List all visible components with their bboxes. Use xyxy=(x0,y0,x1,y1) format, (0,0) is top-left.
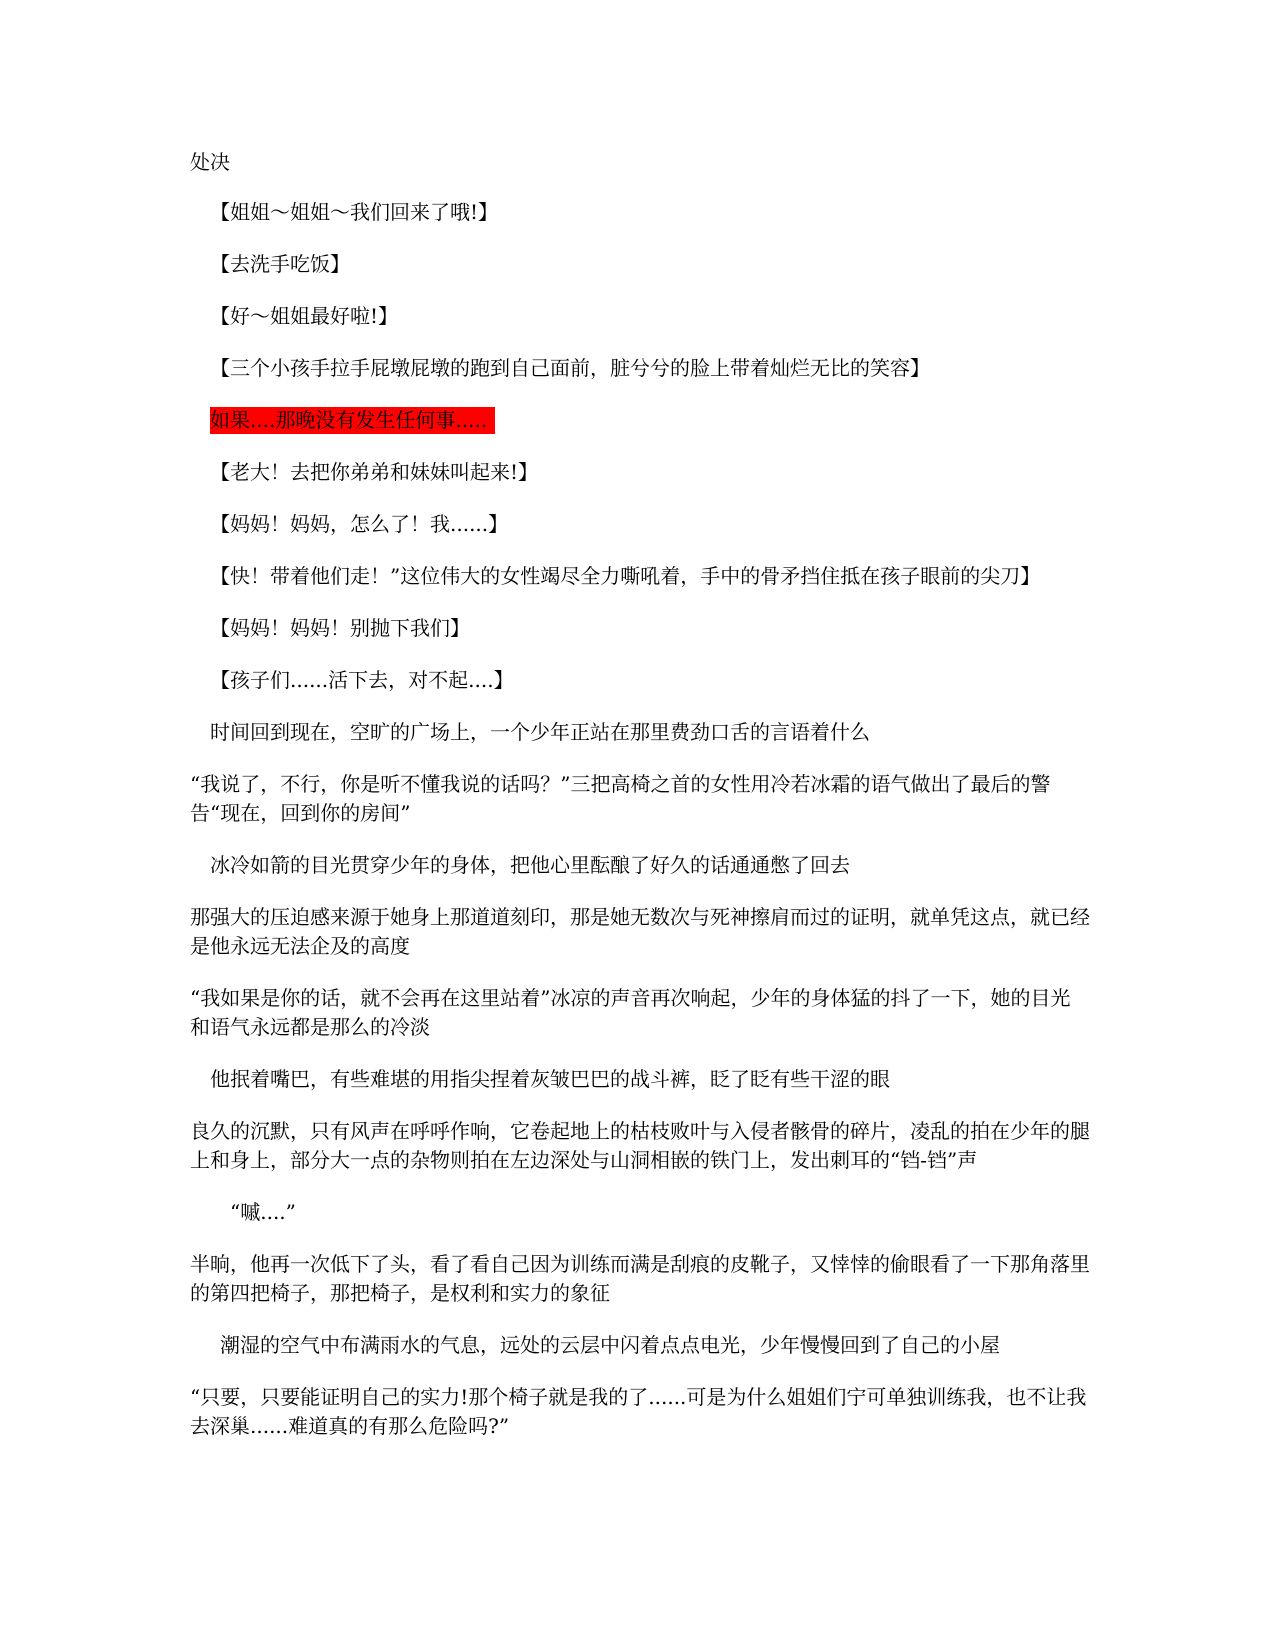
paragraph: 他抿着嘴巴，有些难堪的用指尖捏着灰皱巴巴的战斗裤，眨了眨有些干涩的眼 xyxy=(210,1067,890,1091)
paragraph: “我说了，不行，你是听不懂我说的话吗？”三把高椅之首的女性用冷若冰霜的语气做出了最后的警告“现在，回到你的房间” xyxy=(190,772,1051,825)
paragraph: 【去洗手吃饭】 xyxy=(210,252,350,276)
paragraph: 【好～姐姐最好啦!】 xyxy=(210,304,399,328)
document-title: 处决 xyxy=(190,150,230,174)
paragraph: 良久的沉默，只有风声在呼呼作响，它卷起地上的枯枝败叶与入侵者骸骨的碎片，凌乱的拍在少年的腿上和身上，部分大一点的杂物则拍在左边深处与山洞相嵌的铁门上，发出刺耳的“铛-铛”声 xyxy=(190,1119,1090,1172)
paragraph: 半晌，他再一次低下了头，看了看自己因为训练而满是刮痕的皮靴子，又悻悻的偷眼看了一下那角落里的第四把椅子，那把椅子，是权利和实力的象征 xyxy=(190,1252,1090,1305)
paragraph: 【姐姐～姐姐～我们回来了哦!】 xyxy=(210,200,499,224)
document-body xyxy=(190,148,1090,1464)
paragraph: 【孩子们......活下去，对不起....】 xyxy=(210,668,514,692)
highlighted-paragraph xyxy=(190,406,1090,435)
paragraph: 【老大！去把你弟弟和妹妹叫起来!】 xyxy=(210,460,539,484)
paragraph: 时间回到现在，空旷的广场上，一个少年正站在那里费劲口舌的言语着什么 xyxy=(210,720,870,744)
paragraph: “嘁....” xyxy=(230,1200,296,1224)
paragraph: “只要，只要能证明自己的实力!那个椅子就是我的了......可是为什么姐姐们宁可单独训练我，也不让我去深巢......难道真的有那么危险吗?” xyxy=(190,1385,1087,1438)
paragraph: 【妈妈！妈妈，怎么了！我......】 xyxy=(210,512,509,536)
paragraph: 那强大的压迫感来源于她身上那道道刻印，那是她无数次与死神擦肩而过的证明，就单凭这点，就已经是他永远无法企及的高度 xyxy=(190,905,1090,958)
paragraph: 【快！带着他们走！”这位伟大的女性竭尽全力嘶吼着，手中的骨矛挡住抵在孩子眼前的尖刀】 xyxy=(210,564,1041,588)
paragraph: 冰冷如箭的目光贯穿少年的身体，把他心里酝酿了好久的话通通憋了回去 xyxy=(210,853,850,877)
paragraph: 潮湿的空气中布满雨水的气息，远处的云层中闪着点点电光，少年慢慢回到了自己的小屋 xyxy=(220,1333,1000,1357)
paragraph: 【三个小孩手拉手屁墩屁墩的跑到自己面前，脏兮兮的脸上带着灿烂无比的笑容】 xyxy=(210,356,930,380)
paragraph: 【妈妈！妈妈！别抛下我们】 xyxy=(210,616,470,640)
highlight-text: 如果....那晚没有发生任何事..... xyxy=(210,407,495,434)
paragraph: “我如果是你的话，就不会再在这里站着”冰凉的声音再次响起，少年的身体猛的抖了一下，她的目光和语气永远都是那么的冷淡 xyxy=(190,986,1071,1039)
